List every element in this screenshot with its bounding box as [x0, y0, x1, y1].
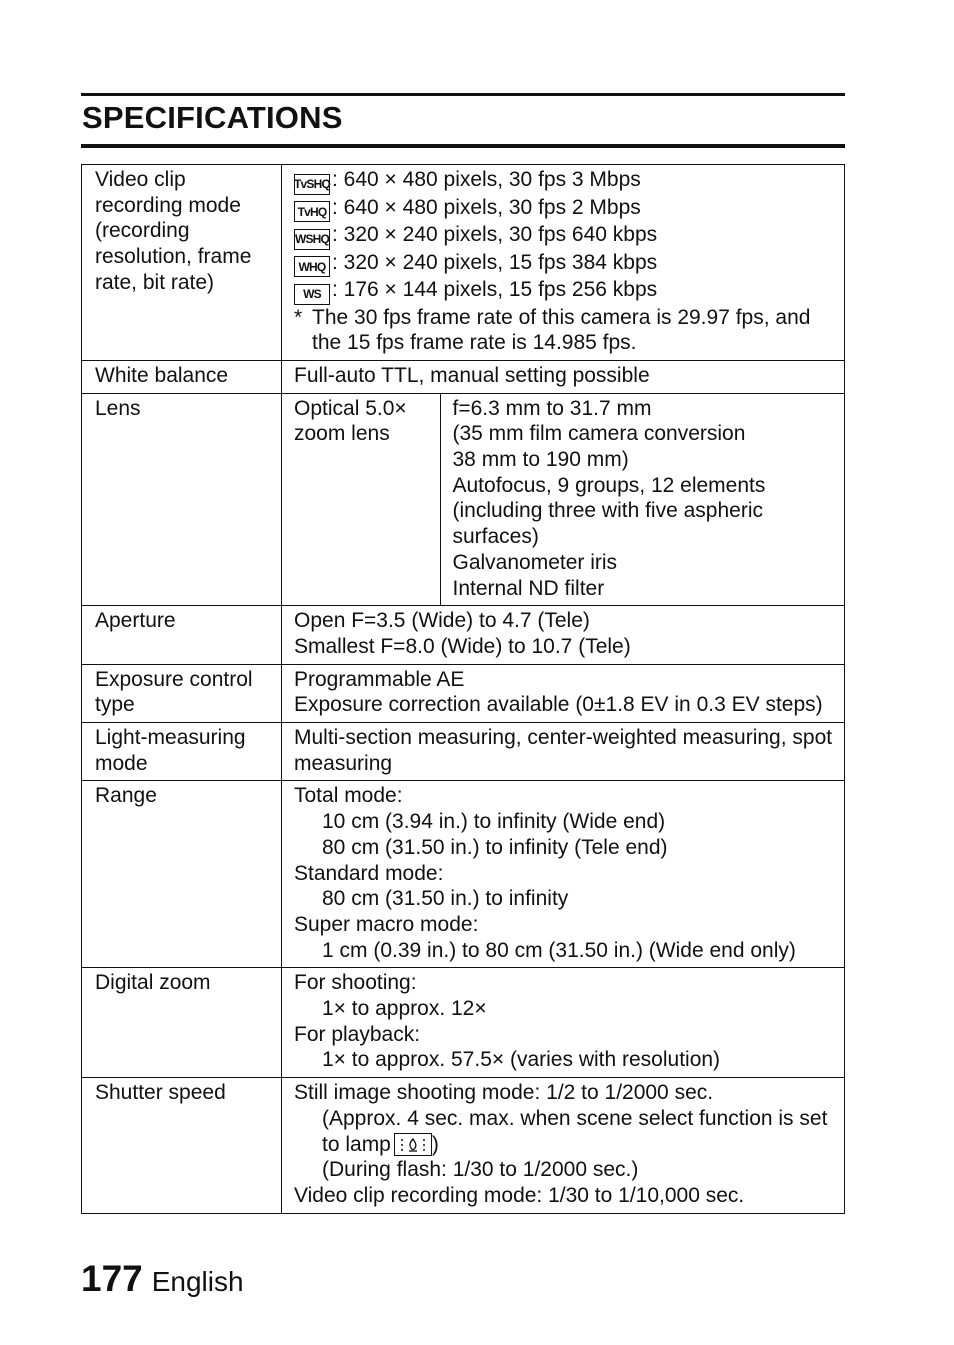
label-white-balance: White balance — [82, 360, 282, 393]
row-shutter — [82, 1078, 845, 1214]
note-asterisk: * — [294, 305, 303, 329]
value-exposure: Programmable AE Exposure correction available (0±1.8 EV in 0.3 EV steps) — [282, 664, 845, 722]
value-digital-zoom: For shooting: 1× to approx. 12× For playback: 1× to approx. 57.5× (varies with resolution) — [282, 968, 845, 1078]
web-s-icon: WS — [294, 284, 330, 305]
tv-shq-icon: TvSHQ — [294, 174, 330, 195]
web-shq-icon: WSHQ — [294, 229, 330, 250]
page-language: English — [151, 1266, 244, 1297]
row-lens — [82, 393, 845, 606]
note-text: The 30 fps frame rate of this camera is 29.97 fps, and the 15 fps frame rate is 14.985 fps. — [312, 305, 811, 355]
label-lens: Lens — [82, 393, 282, 606]
value-video-clip — [282, 165, 845, 361]
row-metering — [82, 723, 845, 781]
row-exposure — [82, 664, 845, 722]
row-digital-zoom — [82, 968, 845, 1078]
page-footer — [81, 1258, 244, 1300]
lamp-note: (Approx. 4 sec. max. when scene select function is set to lamp ) — [322, 1106, 828, 1156]
title-rule-bottom — [81, 144, 845, 148]
value-lens — [282, 393, 845, 606]
row-video-clip — [82, 165, 845, 361]
value-range: Total mode: 10 cm (3.94 in.) to infinity (Wide end) 80 cm (31.50 in.) to infinity (Tele end) Standard mode: 80 cm (31.50 in.) to infinity Super macro mode: 1 cm (0.39 in.) to 80 cm (31.50 in.) (Wide end only) — [282, 781, 845, 968]
label-range: Range — [82, 781, 282, 968]
row-aperture — [82, 606, 845, 664]
value-metering: Multi-section measuring, center-weighted measuring, spot measuring — [282, 723, 845, 781]
value-aperture: Open F=3.5 (Wide) to 4.7 (Tele) Smallest F=8.0 (Wide) to 10.7 (Tele) — [282, 606, 845, 664]
specifications-table — [81, 164, 845, 1214]
lens-type: Optical 5.0× zoom lens — [282, 394, 440, 606]
label-aperture: Aperture — [82, 606, 282, 664]
value-shutter: Still image shooting mode: 1/2 to 1/2000 sec. (Approx. 4 sec. max. when scene select function is set to lamp ) (During flash: 1/30 to 1/2000 sec.) Video clip recording mode: 1/30 to 1/10,000 sec. — [282, 1078, 845, 1214]
frame-rate-note — [294, 305, 836, 356]
label-exposure: Exposure control type — [82, 664, 282, 722]
video-mode-tv-shq: TvSHQ: 640 × 480 pixels, 30 fps 3 Mbps — [294, 167, 836, 195]
label-video-clip: Video clip recording mode (recording resolution, frame rate, bit rate) — [82, 165, 282, 361]
video-mode-tv-hq: TvHQ : 640 × 480 pixels, 30 fps 2 Mbps — [294, 195, 836, 223]
web-hq-icon: WHQ — [294, 256, 330, 277]
lamp-icon — [394, 1133, 432, 1156]
video-mode-web-s: WS : 176 × 144 pixels, 15 fps 256 kbps — [294, 277, 836, 305]
label-shutter: Shutter speed — [82, 1078, 282, 1214]
lens-subtable — [282, 394, 844, 606]
label-metering: Light-measuring mode — [82, 723, 282, 781]
row-white-balance — [82, 360, 845, 393]
label-digital-zoom: Digital zoom — [82, 968, 282, 1078]
lens-details: f=6.3 mm to 31.7 mm (35 mm film camera conversion 38 mm to 190 mm) Autofocus, 9 groups, 12 elements (including three with five aspheric surfaces) Galvanometer iris Internal ND filter — [452, 396, 766, 600]
row-range — [82, 781, 845, 968]
tv-hq-icon: TvHQ — [294, 201, 330, 222]
video-mode-web-shq: WSHQ : 320 × 240 pixels, 30 fps 640 kbps — [294, 222, 836, 250]
video-mode-web-hq: WHQ : 320 × 240 pixels, 15 fps 384 kbps — [294, 250, 836, 278]
page-number: 177 — [81, 1258, 143, 1299]
title-rule-top — [81, 93, 845, 96]
value-white-balance: Full-auto TTL, manual setting possible — [282, 360, 845, 393]
page-title: SPECIFICATIONS — [82, 100, 343, 135]
